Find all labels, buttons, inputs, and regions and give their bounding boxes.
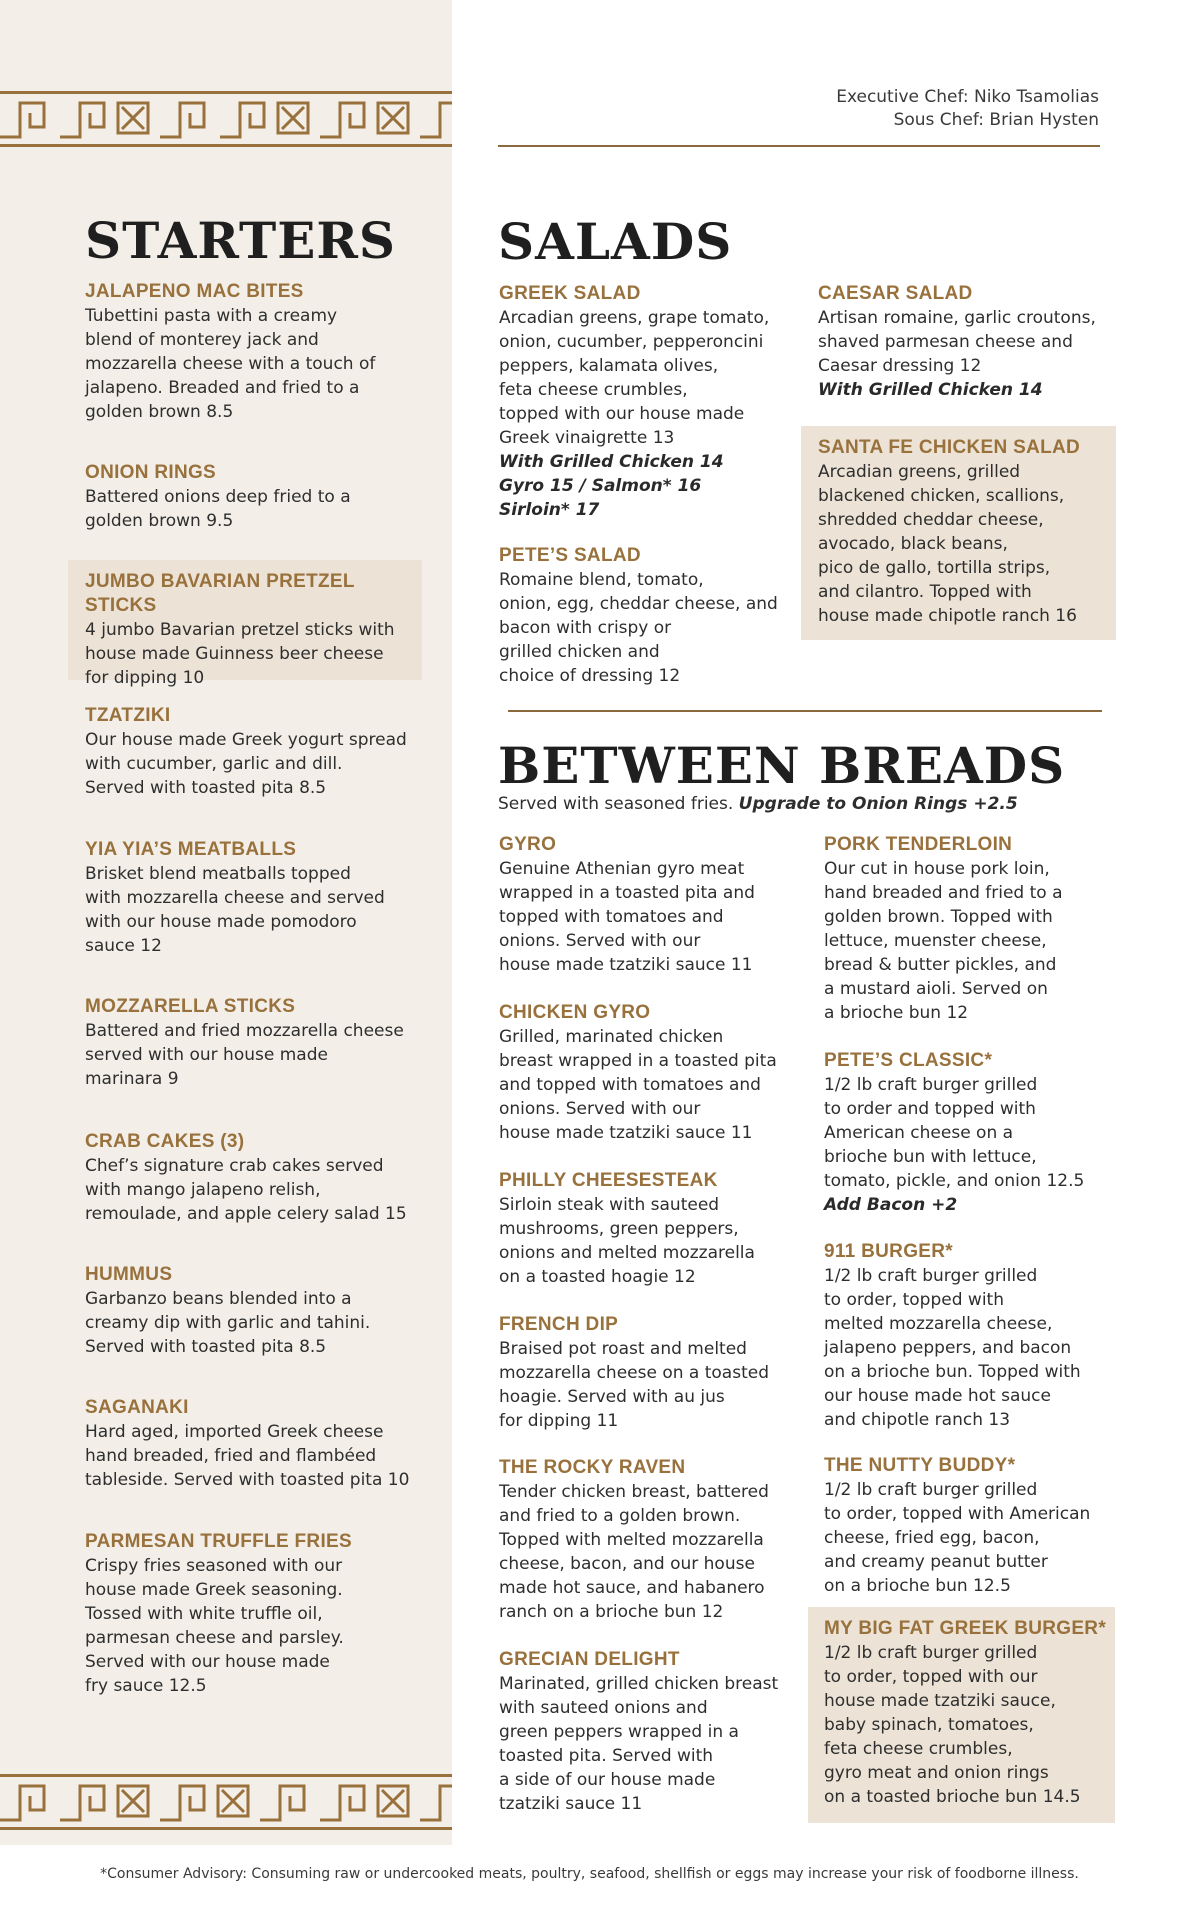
item-description: Romaine blend, tomato, onion, egg, cheddar cheese, and bacon with crispy or grilled chicken and choice of dressing 12: [499, 570, 778, 686]
item-addons: With Grilled Chicken 14 Gyro 15 / Salmon* 16 Sirloin* 17: [499, 452, 724, 520]
menu-item: [85, 461, 435, 533]
divider-middle: [508, 710, 1102, 712]
menu-item: [499, 1169, 809, 1289]
chef-credits: [836, 86, 1099, 132]
menu-item: [85, 838, 435, 958]
item-name: PHILLY CHEESESTEAK: [499, 1170, 718, 1191]
item-description: Marinated, grilled chicken breast with sauteed onions and green peppers wrapped in a toasted pita. Served with a side of our house made tzatziki sauce 11: [499, 1674, 779, 1814]
menu-item: [499, 1648, 819, 1816]
menu-item: [85, 1530, 435, 1698]
item-name: PETE’S CLASSIC*: [824, 1050, 993, 1071]
greek-key-border-bottom: [0, 1772, 452, 1832]
salads-title: SALADS: [498, 212, 733, 271]
item-description: Arcadian greens, grilled blackened chicken, scallions, shredded cheddar cheese, avocado, black beans, pico de gallo, tortilla strips, and cilantro. Topped with house made chipotle ranch 16: [818, 462, 1077, 626]
divider-top: [498, 145, 1100, 147]
item-description: Sirloin steak with sauteed mushrooms, green peppers, onions and melted mozzarella on a toasted hoagie 12: [499, 1195, 755, 1287]
item-name: JUMBO BAVARIAN PRETZEL STICKS: [85, 571, 355, 616]
item-description: Crispy fries seasoned with our house made Greek seasoning. Tossed with white truffle oil, parmesan cheese and parsley. Served with our house made fry sauce 12.5: [85, 1556, 344, 1696]
item-name: PETE’S SALAD: [499, 545, 641, 566]
menu-item: [85, 995, 435, 1091]
menu-item: [85, 1396, 445, 1492]
item-description: 1/2 lb craft burger grilled to order, topped with American cheese, fried egg, bacon, and creamy peanut butter on a brioche bun 12.5: [824, 1480, 1091, 1596]
item-description: Our cut in house pork loin, hand breaded and fried to a golden brown. Topped with lettuce, muenster cheese, bread & butter pickles, and a mustard aioli. Served on a brioche bun 12: [824, 859, 1063, 1023]
item-name: TZATZIKI: [85, 705, 171, 726]
upgrade-note: Upgrade to Onion Rings +2.5: [738, 794, 1018, 814]
item-name: YIA YIA’S MEATBALLS: [85, 839, 297, 860]
subtitle-text: Served with seasoned fries.: [498, 794, 734, 814]
item-description: 1/2 lb craft burger grilled to order and topped with American cheese on a brioche bun with lettuce, tomato, pickle, and onion 12.5: [824, 1075, 1085, 1191]
item-name: CRAB CAKES (3): [85, 1131, 245, 1152]
item-description: Brisket blend meatballs topped with mozzarella cheese and served with our house made pomodoro sauce 12: [85, 864, 385, 956]
item-description: Hard aged, imported Greek cheese hand breaded, fried and flambéed tableside. Served with toasted pita 10: [85, 1422, 410, 1490]
item-name: GREEK SALAD: [499, 283, 641, 304]
item-name: MY BIG FAT GREEK BURGER*: [824, 1618, 1107, 1639]
item-description: Tender chicken breast, battered and fried to a golden brown. Topped with melted mozzarella cheese, bacon, and our house made hot sauce, and habanero ranch on a brioche bun 12: [499, 1482, 769, 1622]
item-name: SAGANAKI: [85, 1397, 189, 1418]
item-description: Battered and fried mozzarella cheese served with our house made marinara 9: [85, 1021, 404, 1089]
menu-item: [85, 704, 435, 800]
item-description: Our house made Greek yogurt spread with cucumber, garlic and dill. Served with toasted pita 8.5: [85, 730, 407, 798]
item-name: ONION RINGS: [85, 462, 217, 483]
item-description: 1/2 lb craft burger grilled to order, topped with melted mozzarella cheese, jalapeno peppers, and bacon on a brioche bun. Topped with our house made hot sauce and chipotle ranch 13: [824, 1266, 1081, 1430]
item-name: PORK TENDERLOIN: [824, 834, 1013, 855]
menu-item: [85, 1263, 435, 1359]
item-name: JALAPENO MAC BITES: [85, 281, 304, 302]
between-breads-subtitle: [498, 792, 1118, 816]
item-description: Tubettini pasta with a creamy blend of monterey jack and mozzarella cheese with a touch of jalapeno. Breaded and fried to a golden brown 8.5: [85, 306, 376, 422]
item-name: GYRO: [499, 834, 557, 855]
menu-item: [85, 1130, 440, 1226]
menu-item: [818, 282, 1108, 402]
item-name: MOZZARELLA STICKS: [85, 996, 296, 1017]
item-description: Grilled, marinated chicken breast wrapped in a toasted pita and topped with tomatoes and onions. Served with our house made tzatziki sauce 11: [499, 1027, 777, 1143]
menu-item: [824, 1454, 1114, 1598]
starters-title: STARTERS: [85, 211, 397, 270]
item-description: 4 jumbo Bavarian pretzel sticks with house made Guinness beer cheese for dipping 10: [85, 620, 395, 688]
item-description: Artisan romaine, garlic croutons, shaved parmesan cheese and Caesar dressing 12: [818, 308, 1096, 376]
menu-item: [499, 1313, 809, 1433]
menu-item-featured: [801, 426, 1116, 640]
item-name: HUMMUS: [85, 1264, 173, 1285]
item-name: CHICKEN GYRO: [499, 1002, 651, 1023]
item-addons: Add Bacon +2: [824, 1195, 958, 1215]
menu-item: [499, 1001, 819, 1145]
menu-item: [499, 1456, 809, 1624]
menu-item: [85, 280, 435, 424]
item-name: 911 BURGER*: [824, 1241, 953, 1262]
menu-item: [499, 544, 799, 688]
item-description: Battered onions deep fried to a golden brown 9.5: [85, 487, 351, 531]
menu-item: [499, 282, 799, 522]
sous-chef: Sous Chef: Brian Hysten: [893, 110, 1099, 130]
menu-item-featured: [808, 1607, 1115, 1823]
menu-item: [824, 833, 1114, 1025]
item-name: FRENCH DIP: [499, 1314, 619, 1335]
item-name: CAESAR SALAD: [818, 283, 973, 304]
menu-item: [824, 1240, 1114, 1432]
item-addons: With Grilled Chicken 14: [818, 380, 1043, 400]
item-description: Chef’s signature crab cakes served with mango jalapeno relish, remoulade, and apple celery salad 15: [85, 1156, 407, 1224]
item-description: Garbanzo beans blended into a creamy dip with garlic and tahini. Served with toasted pita 8.5: [85, 1289, 371, 1357]
menu-item: [499, 833, 809, 977]
executive-chef: Executive Chef: Niko Tsamolias: [836, 87, 1099, 107]
item-description: Arcadian greens, grape tomato, onion, cucumber, pepperoncini peppers, kalamata olives, feta cheese crumbles, topped with our house made Greek vinaigrette 13: [499, 308, 770, 448]
item-name: PARMESAN TRUFFLE FRIES: [85, 1531, 352, 1552]
item-name: GRECIAN DELIGHT: [499, 1649, 680, 1670]
item-name: THE ROCKY RAVEN: [499, 1457, 686, 1478]
item-name: THE NUTTY BUDDY*: [824, 1455, 1016, 1476]
greek-key-border-top: [0, 89, 452, 149]
menu-item: [824, 1049, 1114, 1217]
item-name: SANTA FE CHICKEN SALAD: [818, 437, 1081, 458]
item-description: 1/2 lb craft burger grilled to order, topped with our house made tzatziki sauce, baby spinach, tomatoes, feta cheese crumbles, gyro meat and onion rings on a toasted brioche bun 14.5: [824, 1643, 1081, 1807]
item-description: Genuine Athenian gyro meat wrapped in a toasted pita and topped with tomatoes and onions. Served with our house made tzatziki sauce 11: [499, 859, 755, 975]
consumer-advisory: *Consumer Advisory: Consuming raw or undercooked meats, poultry, seafood, shellfish or eggs may increase your risk of foodborne illness.: [100, 1866, 1079, 1882]
between-breads-title: BETWEEN BREADS: [498, 736, 1066, 795]
menu-item-featured: [68, 560, 422, 688]
item-description: Braised pot roast and melted mozzarella cheese on a toasted hoagie. Served with au jus for dipping 11: [499, 1339, 769, 1431]
